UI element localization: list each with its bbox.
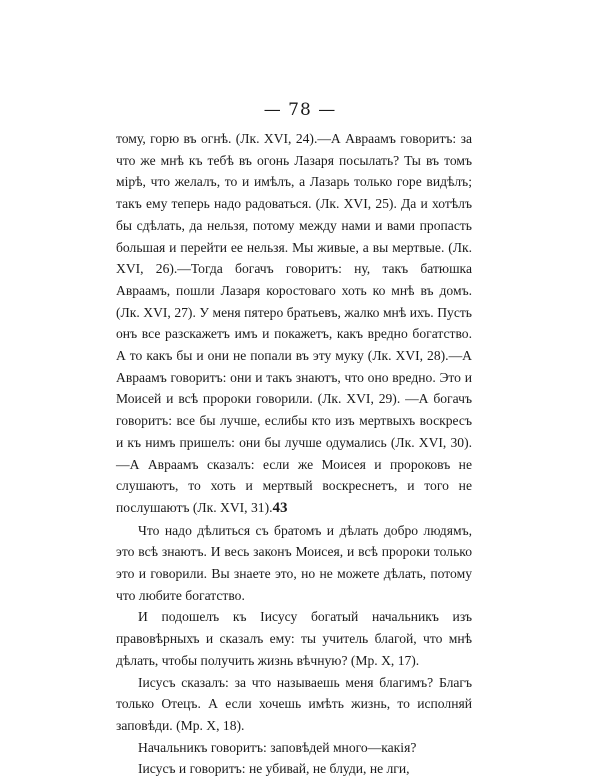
paragraph-1-text: тому, горю въ огнѣ. (Лк. XVI, 24).—А Авраамъ говоритъ: за что же мнѣ къ тебѣ въ огонь Лазаря посылать? Ты въ томъ мірѣ, что желалъ, то и имѣлъ, а Лазарь только горе видѣлъ; такъ ему теперь надо радоваться. (Лк. XVI, 25). Да и хотѣлъ бы сдѣлать, да нельзя, потому между нами и вами пропасть большая и перейти ее нельзя. Мы живые, а вы мертвые. (Лк. XVI, 26).—Тогда богачъ говоритъ: ну, такъ батюшка Авраамъ, пошли Лазаря коростоваго хоть ко мнѣ въ домъ. (Лк. XVI, 27). У меня пятеро братьевъ, жалко мнѣ ихъ. Пусть онъ все разскажетъ имъ и покажетъ, какъ вредно богатство. А то какъ бы и они не попали въ эту муку (Лк. XVI, 28).—А Авраамъ говоритъ: они и такъ знаютъ, что оно вредно. Это и Моисей и всѣ пророки говорили. (Лк. XVI, 29). —А богачъ говоритъ: все бы лучше, еслибы кто изъ мертвыхъ воскресъ и къ нимъ пришелъ: они бы лучше одумались (Лк. XVI, 30).—А Авраамъ сказалъ: если же Моисея и пророковъ не слушаютъ, то хоть и мертвый воскреснетъ, и того не послушаютъ (Лк. XVI, 31). [116, 131, 472, 515]
paragraph-4: Іисусъ сказалъ: за что называешь меня благимъ? Благъ только Отецъ. А если хочешь имѣть жизнь, то исполняй заповѣди. (Мр. X, 18). [116, 674, 472, 733]
body-text [116, 128, 472, 780]
page-number: — 78 — [263, 100, 337, 120]
verse-number: 43 [272, 499, 288, 516]
paragraph-1 [116, 128, 472, 520]
paragraph-5: Начальникъ говоритъ: заповѣдей много—какія? [138, 739, 417, 755]
paragraph-2: Что надо дѣлиться съ братомъ и дѣлать добро людямъ, это всѣ знаютъ. И весь законъ Моисея, и всѣ пророки только это и говорили. Вы знаете это, но не можете дѣлать, потому что любите богатство. [116, 522, 472, 603]
paragraph-6: Іисусъ и говоритъ: не убивай, не блуди, не лги, [138, 761, 410, 777]
paragraph-3: И подошелъ къ Іисусу богатый начальникъ изъ правовѣрныхъ и сказалъ ему: ты учитель благой, что мнѣ дѣлать, чтобы получить жизнь вѣчную? (Мр. X, 17). [116, 609, 472, 668]
